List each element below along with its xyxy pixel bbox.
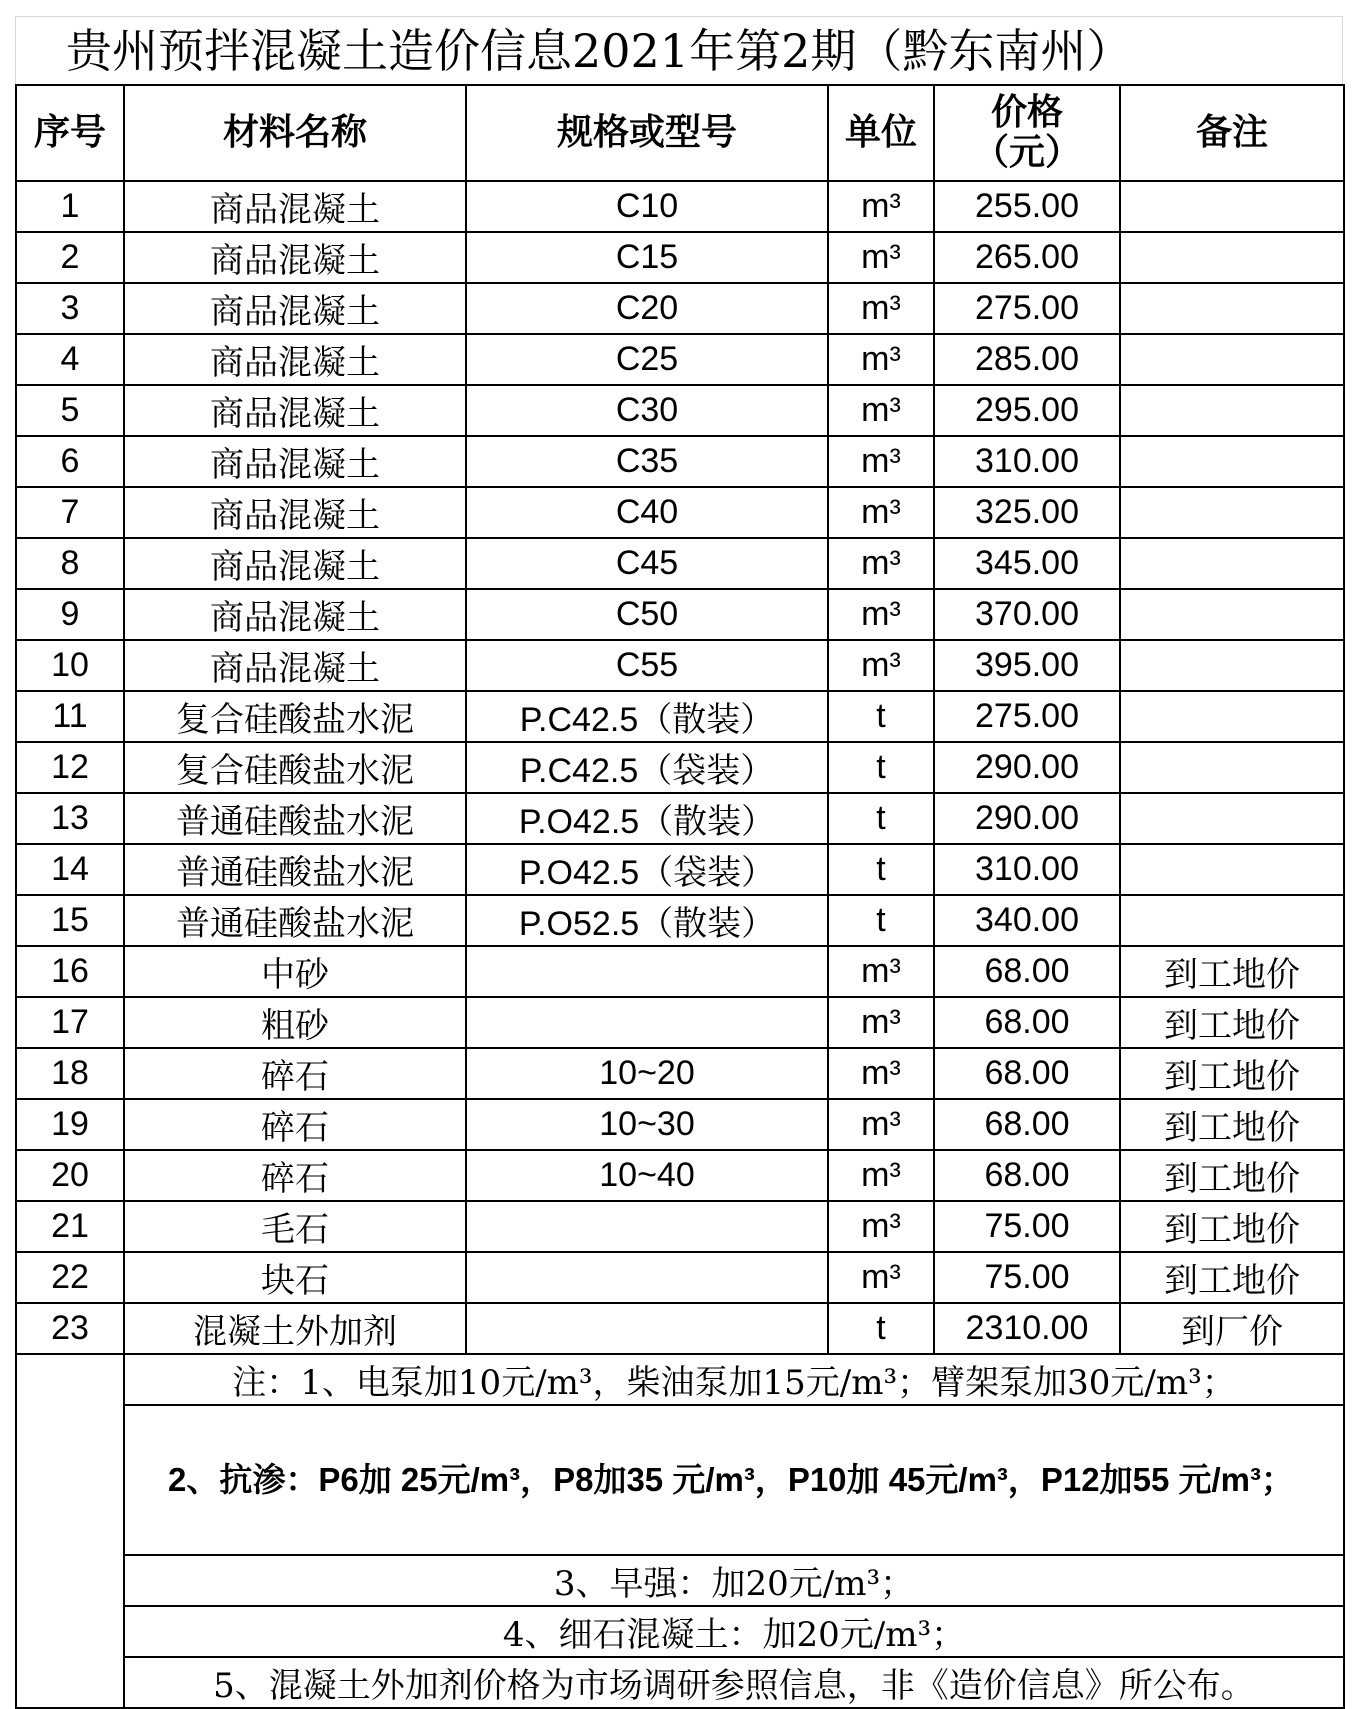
cell-material-name: 毛石 xyxy=(124,1201,466,1252)
cell-spec: C20 xyxy=(466,283,828,334)
price-table xyxy=(15,84,1345,1709)
table-row xyxy=(16,793,1344,844)
cell-remark: 到工地价 xyxy=(1120,946,1344,997)
cell-spec: C25 xyxy=(466,334,828,385)
cell-spec: C40 xyxy=(466,487,828,538)
cell-spec xyxy=(466,946,828,997)
cell-remark xyxy=(1120,793,1344,844)
cell-seq: 7 xyxy=(16,487,124,538)
cell-seq: 2 xyxy=(16,232,124,283)
cell-price: 395.00 xyxy=(934,640,1120,691)
cell-price: 68.00 xyxy=(934,946,1120,997)
cell-unit: m³ xyxy=(828,1252,934,1303)
cell-price: 370.00 xyxy=(934,589,1120,640)
header-name: 材料名称 xyxy=(124,85,466,181)
notes-section xyxy=(16,1354,1344,1708)
table-row xyxy=(16,1048,1344,1099)
cell-price: 68.00 xyxy=(934,1150,1120,1201)
cell-seq: 16 xyxy=(16,946,124,997)
cell-unit: t xyxy=(828,895,934,946)
cell-seq: 8 xyxy=(16,538,124,589)
table-row xyxy=(16,1150,1344,1201)
cell-price: 340.00 xyxy=(934,895,1120,946)
table-row xyxy=(16,589,1344,640)
cell-material-name: 商品混凝土 xyxy=(124,640,466,691)
cell-material-name: 商品混凝土 xyxy=(124,283,466,334)
price-sheet xyxy=(15,16,1343,1709)
cell-remark xyxy=(1120,691,1344,742)
table-row xyxy=(16,487,1344,538)
table-header-row xyxy=(16,85,1344,181)
note-row xyxy=(16,1657,1344,1708)
cell-seq: 13 xyxy=(16,793,124,844)
cell-unit: m³ xyxy=(828,538,934,589)
cell-unit: m³ xyxy=(828,640,934,691)
cell-material-name: 商品混凝土 xyxy=(124,385,466,436)
cell-seq: 21 xyxy=(16,1201,124,1252)
cell-spec: C50 xyxy=(466,589,828,640)
cell-spec: C30 xyxy=(466,385,828,436)
cell-spec: 10~20 xyxy=(466,1048,828,1099)
cell-spec: P.O52.5（散装） xyxy=(466,895,828,946)
header-price-line2: （元） xyxy=(972,132,1081,173)
cell-remark xyxy=(1120,385,1344,436)
cell-unit: m³ xyxy=(828,589,934,640)
note-row xyxy=(16,1606,1344,1657)
cell-price: 68.00 xyxy=(934,1099,1120,1150)
cell-seq: 14 xyxy=(16,844,124,895)
cell-spec: P.O42.5（袋装） xyxy=(466,844,828,895)
cell-material-name: 普通硅酸盐水泥 xyxy=(124,895,466,946)
cell-material-name: 中砂 xyxy=(124,946,466,997)
table-row xyxy=(16,640,1344,691)
cell-spec xyxy=(466,1252,828,1303)
cell-remark xyxy=(1120,742,1344,793)
table-row xyxy=(16,334,1344,385)
table-row xyxy=(16,1099,1344,1150)
cell-price: 2310.00 xyxy=(934,1303,1120,1354)
cell-price: 290.00 xyxy=(934,742,1120,793)
cell-spec: P.C42.5（散装） xyxy=(466,691,828,742)
cell-unit: t xyxy=(828,1303,934,1354)
cell-material-name: 商品混凝土 xyxy=(124,232,466,283)
cell-price: 325.00 xyxy=(934,487,1120,538)
cell-seq: 5 xyxy=(16,385,124,436)
table-body xyxy=(16,181,1344,1354)
cell-unit: m³ xyxy=(828,385,934,436)
cell-seq: 18 xyxy=(16,1048,124,1099)
table-row xyxy=(16,436,1344,487)
cell-price: 255.00 xyxy=(934,181,1120,232)
table-row xyxy=(16,181,1344,232)
table-row xyxy=(16,283,1344,334)
cell-seq: 11 xyxy=(16,691,124,742)
header-price-line1: 价格 xyxy=(990,92,1063,133)
cell-material-name: 商品混凝土 xyxy=(124,334,466,385)
note-row xyxy=(16,1555,1344,1606)
note-2: 2、抗渗：P6加 25元/m³，P8加35 元/m³，P10加 45元/m³，P12加55 元/m³； xyxy=(124,1405,1344,1555)
cell-remark xyxy=(1120,487,1344,538)
cell-seq: 19 xyxy=(16,1099,124,1150)
cell-unit: t xyxy=(828,844,934,895)
cell-price: 310.00 xyxy=(934,436,1120,487)
header-unit: 单位 xyxy=(828,85,934,181)
cell-unit: m³ xyxy=(828,232,934,283)
cell-price: 275.00 xyxy=(934,691,1120,742)
cell-material-name: 粗砂 xyxy=(124,997,466,1048)
cell-price: 275.00 xyxy=(934,283,1120,334)
cell-price: 295.00 xyxy=(934,385,1120,436)
cell-material-name: 商品混凝土 xyxy=(124,589,466,640)
cell-remark: 到厂价 xyxy=(1120,1303,1344,1354)
note-3: 3、早强：加20元/m³； xyxy=(124,1555,1344,1606)
cell-seq: 23 xyxy=(16,1303,124,1354)
cell-material-name: 混凝土外加剂 xyxy=(124,1303,466,1354)
notes-gutter xyxy=(16,1354,124,1708)
note-5: 5、混凝土外加剂价格为市场调研参照信息，非《造价信息》所公布。 xyxy=(124,1657,1344,1708)
cell-spec: P.O42.5（散装） xyxy=(466,793,828,844)
table-row xyxy=(16,844,1344,895)
cell-material-name: 碎石 xyxy=(124,1150,466,1201)
table-row xyxy=(16,232,1344,283)
cell-material-name: 商品混凝土 xyxy=(124,538,466,589)
cell-spec xyxy=(466,997,828,1048)
note-1: 注：1、电泵加10元/m³，柴油泵加15元/m³；臂架泵加30元/m³； xyxy=(124,1354,1344,1405)
cell-unit: m³ xyxy=(828,436,934,487)
cell-remark xyxy=(1120,589,1344,640)
header-price xyxy=(934,85,1120,181)
cell-unit: t xyxy=(828,742,934,793)
cell-unit: m³ xyxy=(828,1150,934,1201)
table-row xyxy=(16,1252,1344,1303)
cell-seq: 10 xyxy=(16,640,124,691)
cell-unit: m³ xyxy=(828,997,934,1048)
cell-seq: 22 xyxy=(16,1252,124,1303)
cell-remark: 到工地价 xyxy=(1120,1150,1344,1201)
cell-spec: C55 xyxy=(466,640,828,691)
table-row xyxy=(16,895,1344,946)
cell-seq: 17 xyxy=(16,997,124,1048)
cell-remark xyxy=(1120,181,1344,232)
cell-seq: 15 xyxy=(16,895,124,946)
cell-price: 310.00 xyxy=(934,844,1120,895)
cell-material-name: 商品混凝土 xyxy=(124,487,466,538)
table-row xyxy=(16,538,1344,589)
cell-spec xyxy=(466,1201,828,1252)
cell-seq: 6 xyxy=(16,436,124,487)
cell-seq: 9 xyxy=(16,589,124,640)
cell-unit: m³ xyxy=(828,1099,934,1150)
cell-price: 68.00 xyxy=(934,997,1120,1048)
cell-price: 75.00 xyxy=(934,1252,1120,1303)
cell-spec: C45 xyxy=(466,538,828,589)
note-row xyxy=(16,1354,1344,1405)
cell-material-name: 复合硅酸盐水泥 xyxy=(124,691,466,742)
cell-remark: 到工地价 xyxy=(1120,997,1344,1048)
cell-seq: 4 xyxy=(16,334,124,385)
table-row xyxy=(16,997,1344,1048)
cell-spec: C15 xyxy=(466,232,828,283)
cell-remark xyxy=(1120,232,1344,283)
cell-spec: C10 xyxy=(466,181,828,232)
cell-spec: 10~40 xyxy=(466,1150,828,1201)
cell-spec xyxy=(466,1303,828,1354)
cell-seq: 1 xyxy=(16,181,124,232)
table-row xyxy=(16,385,1344,436)
cell-material-name: 复合硅酸盐水泥 xyxy=(124,742,466,793)
cell-remark xyxy=(1120,538,1344,589)
header-remark: 备注 xyxy=(1120,85,1344,181)
cell-seq: 3 xyxy=(16,283,124,334)
cell-unit: m³ xyxy=(828,334,934,385)
cell-material-name: 碎石 xyxy=(124,1099,466,1150)
cell-material-name: 商品混凝土 xyxy=(124,436,466,487)
cell-unit: t xyxy=(828,793,934,844)
header-spec: 规格或型号 xyxy=(466,85,828,181)
cell-unit: m³ xyxy=(828,1048,934,1099)
cell-spec: 10~30 xyxy=(466,1099,828,1150)
cell-remark xyxy=(1120,844,1344,895)
header-seq: 序号 xyxy=(16,85,124,181)
cell-remark: 到工地价 xyxy=(1120,1252,1344,1303)
cell-remark xyxy=(1120,436,1344,487)
cell-remark: 到工地价 xyxy=(1120,1099,1344,1150)
table-row xyxy=(16,1303,1344,1354)
cell-remark xyxy=(1120,283,1344,334)
cell-unit: m³ xyxy=(828,487,934,538)
note-row xyxy=(16,1405,1344,1555)
cell-remark: 到工地价 xyxy=(1120,1201,1344,1252)
cell-unit: m³ xyxy=(828,181,934,232)
cell-unit: m³ xyxy=(828,1201,934,1252)
cell-remark xyxy=(1120,334,1344,385)
cell-remark: 到工地价 xyxy=(1120,1048,1344,1099)
cell-seq: 12 xyxy=(16,742,124,793)
cell-material-name: 碎石 xyxy=(124,1048,466,1099)
table-row xyxy=(16,1201,1344,1252)
table-row xyxy=(16,691,1344,742)
note-4: 4、细石混凝土：加20元/m³； xyxy=(124,1606,1344,1657)
cell-unit: m³ xyxy=(828,283,934,334)
cell-price: 68.00 xyxy=(934,1048,1120,1099)
table-row xyxy=(16,742,1344,793)
cell-price: 285.00 xyxy=(934,334,1120,385)
page-title: 贵州预拌混凝土造价信息2021年第2期（黔东南州） xyxy=(15,16,1343,84)
cell-material-name: 普通硅酸盐水泥 xyxy=(124,844,466,895)
cell-price: 75.00 xyxy=(934,1201,1120,1252)
cell-unit: t xyxy=(828,691,934,742)
cell-price: 290.00 xyxy=(934,793,1120,844)
cell-price: 345.00 xyxy=(934,538,1120,589)
cell-price: 265.00 xyxy=(934,232,1120,283)
cell-unit: m³ xyxy=(828,946,934,997)
cell-spec: P.C42.5（袋装） xyxy=(466,742,828,793)
table-row xyxy=(16,946,1344,997)
cell-material-name: 普通硅酸盐水泥 xyxy=(124,793,466,844)
cell-material-name: 商品混凝土 xyxy=(124,181,466,232)
cell-spec: C35 xyxy=(466,436,828,487)
cell-material-name: 块石 xyxy=(124,1252,466,1303)
cell-seq: 20 xyxy=(16,1150,124,1201)
cell-remark xyxy=(1120,895,1344,946)
cell-remark xyxy=(1120,640,1344,691)
